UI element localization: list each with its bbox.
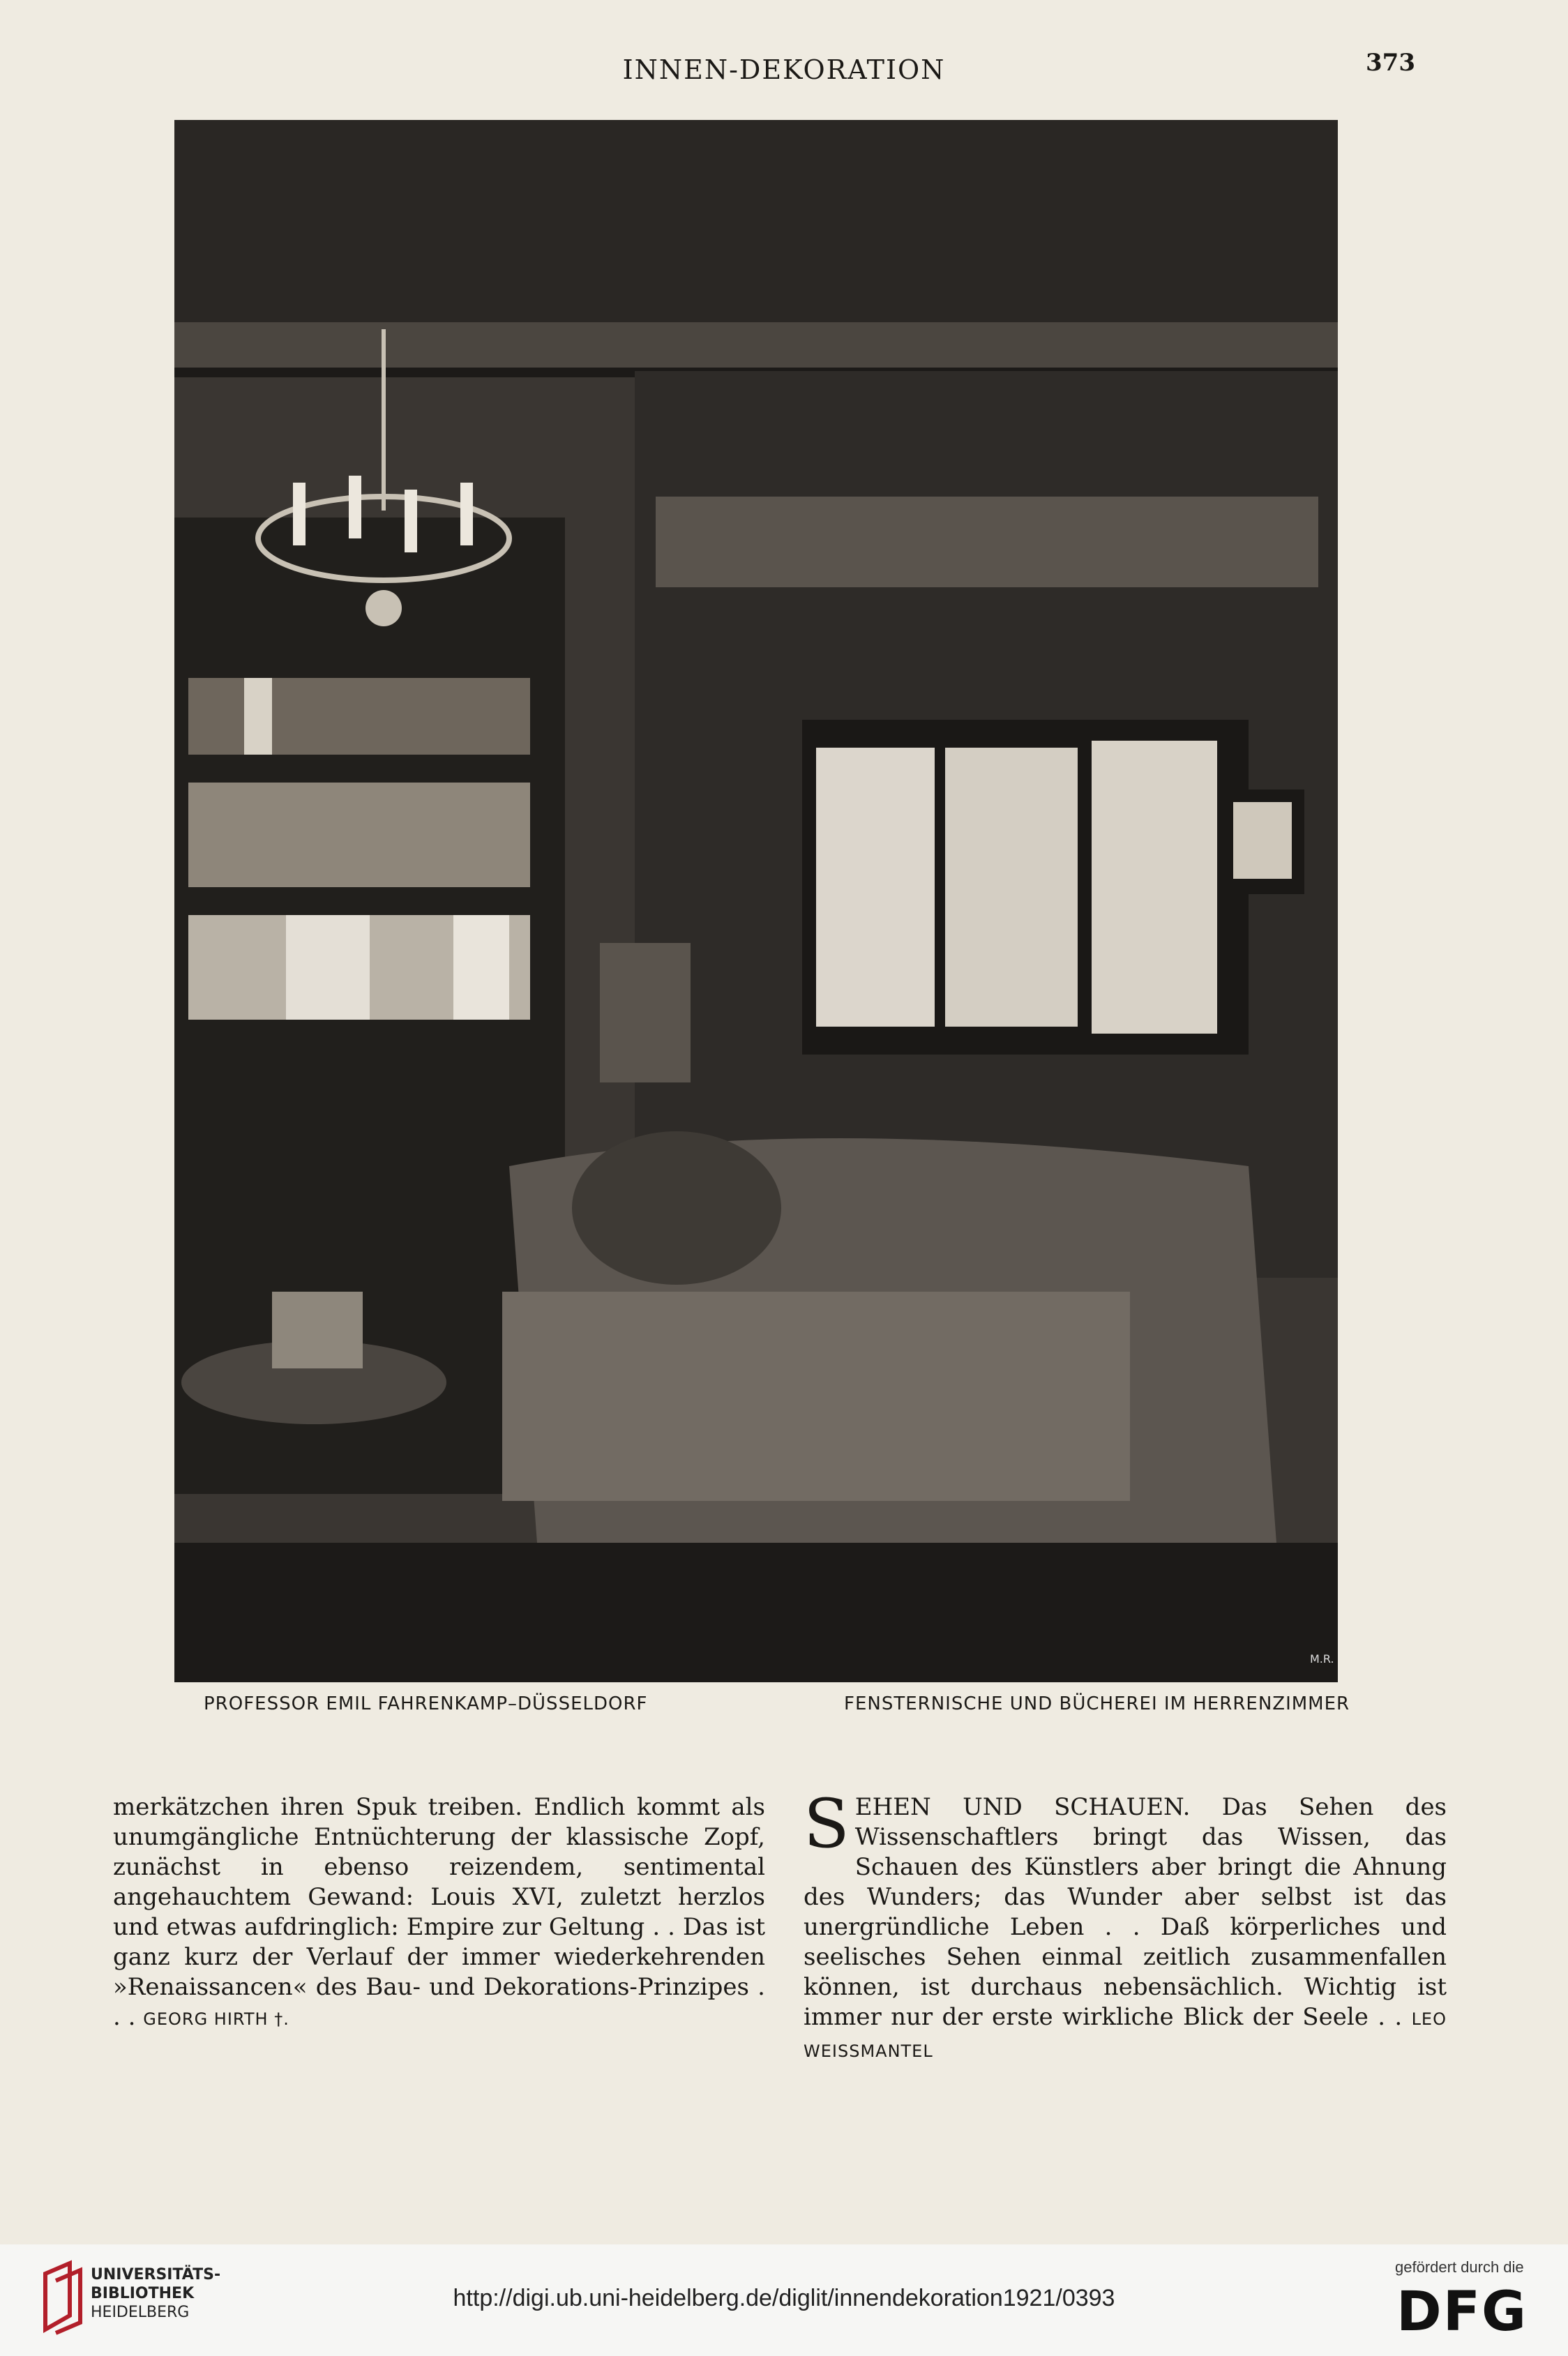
right-column: [804, 1785, 1447, 2067]
ceiling-beam: [174, 322, 1338, 371]
window-pane: [1092, 741, 1217, 1034]
window-pane: [816, 748, 935, 1027]
section-heading: EHEN UND SCHAUEN.: [854, 1793, 1191, 1821]
interior-photograph: [174, 120, 1338, 1682]
library-line-2: BIBLIOTHEK: [91, 2285, 195, 2302]
caption-title: FENSTERNISCHE UND BÜCHEREI IM HERRENZIMMER: [844, 1693, 1350, 1714]
caption-architect: PROFESSOR EMIL FAHRENKAMP–DÜSSELDORF: [204, 1693, 648, 1714]
signature-weissmantel: LEO WEISSMANTEL: [804, 2009, 1447, 2061]
window-lintel: [656, 497, 1318, 587]
window-pane: [945, 748, 1078, 1027]
page-number: 373: [1366, 49, 1415, 77]
library-line-1: UNIVERSITÄTS-: [91, 2266, 221, 2283]
digitization-footer: [0, 2244, 1568, 2356]
left-column: [113, 1792, 765, 2034]
left-column-text: merkätzchen ihren Spuk treiben. Endlich kommt als unumgängliche Entnüchterung der klassische Zopf, zunächst in ebenso reizendem, sentimental angehauchtem Gewand: Louis XVI, zuletzt herzlos und etwas aufdringlich: Empire zur Geltung . . Das ist ganz kurz der Verlauf der immer wiederkehrenden »Renaissancen« des Bau- und Dekorations-Prinzipes . . .: [113, 1793, 765, 2031]
photo-monogram: M.R.: [1310, 1652, 1334, 1666]
drop-cap: S: [804, 1785, 850, 1863]
cushion: [572, 1131, 781, 1285]
dfg-logo: DFG: [1396, 2281, 1528, 2343]
funding-note: gefördert durch die: [1395, 2258, 1524, 2276]
running-head: INNEN-DEKORATION: [622, 54, 946, 85]
permalink[interactable]: http://digi.ub.uni-heidelberg.de/diglit/innendekoration1921/0393: [453, 2285, 1115, 2311]
right-column-text: Das Sehen des Wissenschaftlers bringt das Wissen, das Schauen des Künstlers aber bringt die Ahnung des Wunders; das Wunder aber selbst ist das unergründliche Leben . . Daß körperliches und seelisches Sehen einmal zeitlich zusammenfallen können, ist durchaus nebensächlich. Wichtig ist immer nur der erste wirkliche Blick der Seele . .: [804, 1793, 1447, 2031]
library-line-3: HEIDELBERG: [91, 2304, 190, 2321]
signature-hirth: GEORG HIRTH †.: [143, 2009, 289, 2029]
carved-panel: [600, 943, 691, 1082]
